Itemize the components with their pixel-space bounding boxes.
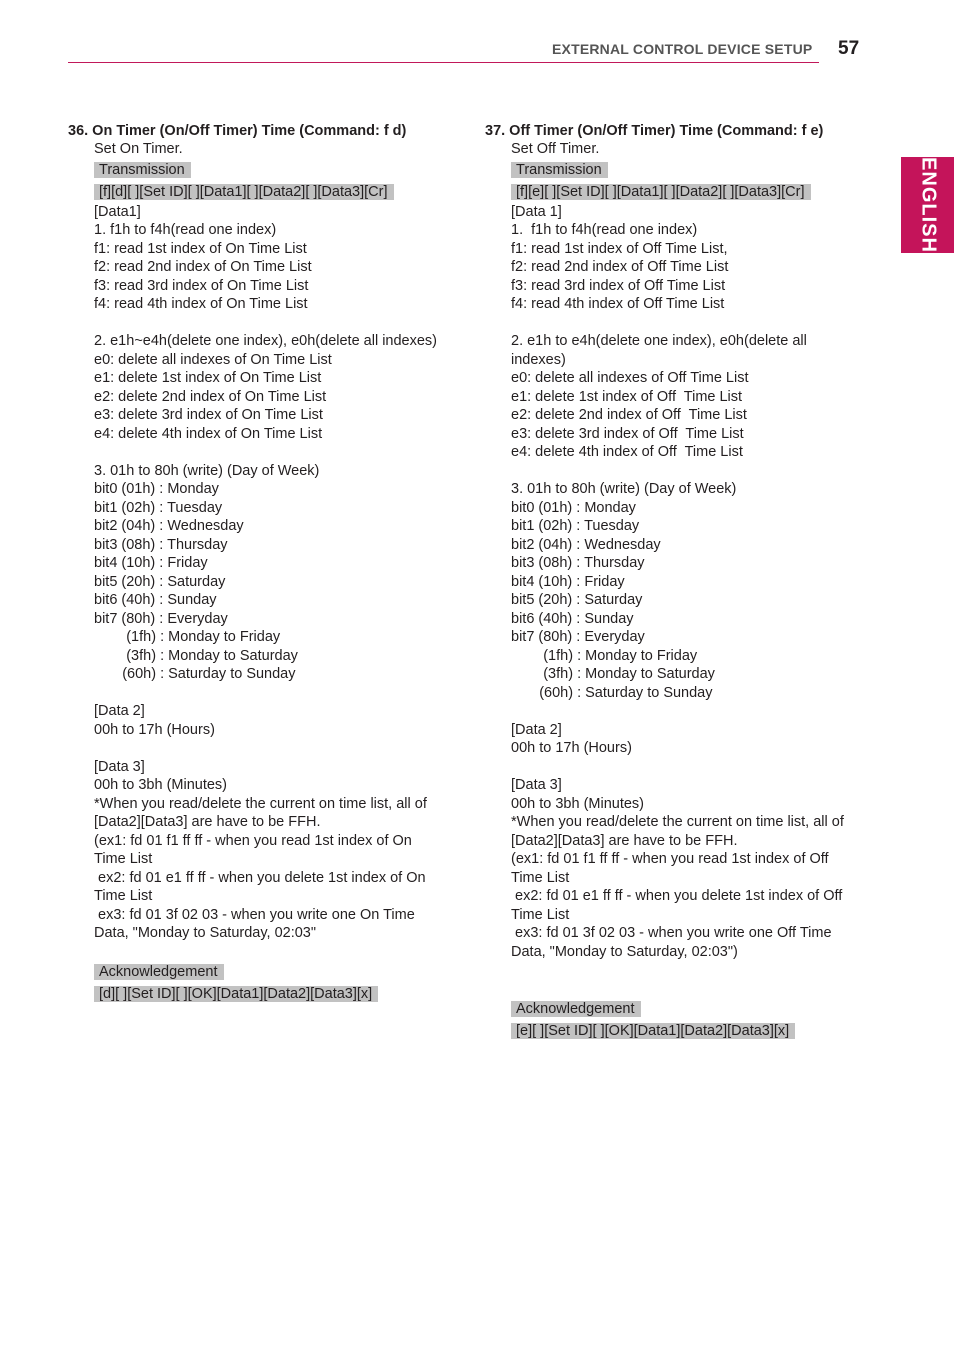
text-line: (1fh) : Monday to Friday [94,629,281,645]
acknowledgement-command [94,983,468,1005]
transmission-command-box: [f][e][ ][Set ID][ ][Data1][ ][Data2][ ][Data3][Cr] [511,184,811,200]
text-line: bit0 (01h) : Monday [511,499,636,516]
text-line: (3fh) : Monday to Saturday [94,647,298,664]
acknowledgement-label-box: Acknowledgement [94,964,224,980]
text-line [511,980,885,999]
language-tab [901,157,954,253]
acknowledgement-command [511,1020,885,1042]
text-line [94,739,468,758]
text-line: (3fh) : Monday to Saturday [511,666,715,682]
text-line: e2: delete 2nd index of On Time List [94,388,327,405]
text-line: f1: read 1st index of On Time List [94,240,307,257]
text-line: f3: read 3rd index of Off Time List [511,277,726,294]
text-line: e2: delete 2nd index of Off Time List [511,407,747,423]
text-line: (ex1: fd 01 f1 ff ff - when you read 1st index of Off [511,851,829,867]
text-line [511,961,885,980]
text-line: bit1 (02h) : Tuesday [511,518,640,534]
text-line [511,462,885,481]
text-line: 00h to 17h (Hours) [511,740,632,756]
text-line: bit0 (01h) : Monday [94,481,219,497]
transmission-label-box: Transmission [94,162,191,178]
text-line: bit3 (08h) : Thursday [511,555,645,571]
section-37-title: 37. Off Timer (On/Off Timer) Time (Command: f e) [485,123,824,139]
text-line: Time List [511,906,570,923]
text-line: bit5 (20h) : Saturday [94,573,226,590]
transmission-label [94,159,468,181]
text-line: 00h to 17h (Hours) [94,721,215,738]
header-rule [68,62,819,63]
text-line: bit2 (04h) : Wednesday [94,518,244,534]
text-line [94,684,468,703]
text-line: bit4 (10h) : Friday [94,555,208,571]
text-line: bit3 (08h) : Thursday [94,536,228,553]
text-line: f3: read 3rd index of On Time List [94,277,309,294]
text-line: 00h to 3bh (Minutes) [511,795,644,812]
section-36-lines [94,203,468,962]
text-line: [Data1] [94,203,141,220]
text-line [511,314,885,333]
section-36 [68,122,468,1005]
acknowledgement-label [94,961,468,983]
text-line: 3. 01h to 80h (write) (Day of Week) [94,462,320,479]
text-line: e3: delete 3rd index of Off Time List [511,425,744,442]
text-line: bit5 (20h) : Saturday [511,592,643,608]
text-line: ex3: fd 01 3f 02 03 - when you write one Off Time [511,925,832,941]
text-line: Time List [94,888,153,904]
text-line: [Data 2] [94,703,145,719]
text-line: [Data 1] [511,203,562,220]
transmission-label-box: Transmission [511,162,608,178]
acknowledgement-label-box: Acknowledgement [511,1001,641,1017]
text-line [94,943,468,962]
text-line [511,702,885,721]
acknowledgement-label [511,998,885,1020]
text-line: Time List [511,869,570,886]
text-line: e0: delete all indexes of Off Time List [511,370,749,386]
text-line: bit6 (40h) : Sunday [94,592,217,608]
section-36-body [68,140,468,1005]
text-line: 1. f1h to f4h(read one index) [511,222,698,238]
text-line: [Data 2] [511,721,562,738]
section-37-lines [511,203,885,999]
text-line: bit2 (04h) : Wednesday [511,536,661,553]
text-line [94,443,468,462]
transmission-command [94,181,468,203]
text-line: Data, "Monday to Saturday, 02:03" [94,925,317,941]
text-line: ex3: fd 01 3f 02 03 - when you write one On Time [94,906,415,923]
text-line: e3: delete 3rd index of On Time List [94,407,323,423]
text-line: (60h) : Saturday to Sunday [511,684,713,701]
text-line: f4: read 4th index of Off Time List [511,296,725,312]
text-line: (ex1: fd 01 f1 ff ff - when you read 1st index of On [94,832,412,849]
text-line: Data, "Monday to Saturday, 02:03") [511,943,738,960]
text-line: 1. f1h to f4h(read one index) [94,222,277,238]
transmission-label [511,159,885,181]
language-tab-label: ENGLISH [917,157,939,253]
text-line: indexes) [511,351,566,368]
text-line: (60h) : Saturday to Sunday [94,666,296,682]
section-37-body [485,140,885,1042]
text-line: f1: read 1st index of Off Time List, [511,240,728,257]
text-line: bit1 (02h) : Tuesday [94,499,223,516]
text-line: e0: delete all indexes of On Time List [94,351,332,368]
section-36-title: 36. On Timer (On/Off Timer) Time (Command: f d) [68,123,407,139]
text-line: bit7 (80h) : Everyday [94,610,228,627]
text-line [511,758,885,777]
section-36-intro: Set On Timer. [94,141,183,157]
text-line [94,314,468,333]
text-line: bit6 (40h) : Sunday [511,610,634,627]
text-line: *When you read/delete the current on time list, all of [511,814,844,830]
text-line: Time List [94,851,153,867]
transmission-command [511,181,885,203]
text-line: (1fh) : Monday to Friday [511,647,698,664]
text-line: f2: read 2nd index of On Time List [94,259,312,275]
text-line: [Data2][Data3] are have to be FFH. [94,814,321,830]
text-line: e4: delete 4th index of Off Time List [511,444,743,460]
text-line: [Data 3] [94,758,145,775]
transmission-command-box: [f][d][ ][Set ID][ ][Data1][ ][Data2][ ][Data3][Cr] [94,184,394,200]
acknowledgement-command-box: [d][ ][Set ID][ ][OK][Data1][Data2][Data3][x] [94,986,378,1002]
text-line: 2. e1h~e4h(delete one index), e0h(delete all indexes) [94,333,438,349]
text-line: bit4 (10h) : Friday [511,573,625,590]
text-line: 3. 01h to 80h (write) (Day of Week) [511,481,737,497]
text-line: 2. e1h to e4h(delete one index), e0h(delete all [511,333,807,349]
text-line: 00h to 3bh (Minutes) [94,777,227,793]
text-line: *When you read/delete the current on time list, all of [94,795,427,812]
section-37-intro: Set Off Timer. [511,141,600,157]
text-line: e4: delete 4th index of On Time List [94,425,323,442]
text-line: f2: read 2nd index of Off Time List [511,259,729,275]
text-line: e1: delete 1st index of On Time List [94,370,322,386]
text-line: [Data 3] [511,777,562,793]
header-title: EXTERNAL CONTROL DEVICE SETUP [552,41,813,57]
text-line: ex2: fd 01 e1 ff ff - when you delete 1st index of On [94,869,426,886]
text-line: e1: delete 1st index of Off Time List [511,388,743,405]
text-line: bit7 (80h) : Everyday [511,629,645,645]
section-37 [485,122,885,1042]
text-line: [Data2][Data3] are have to be FFH. [511,832,738,849]
page-number: 57 [838,38,860,59]
text-line: ex2: fd 01 e1 ff ff - when you delete 1st index of Off [511,888,843,904]
acknowledgement-command-box: [e][ ][Set ID][ ][OK][Data1][Data2][Data3][x] [511,1023,795,1039]
text-line: f4: read 4th index of On Time List [94,296,308,312]
